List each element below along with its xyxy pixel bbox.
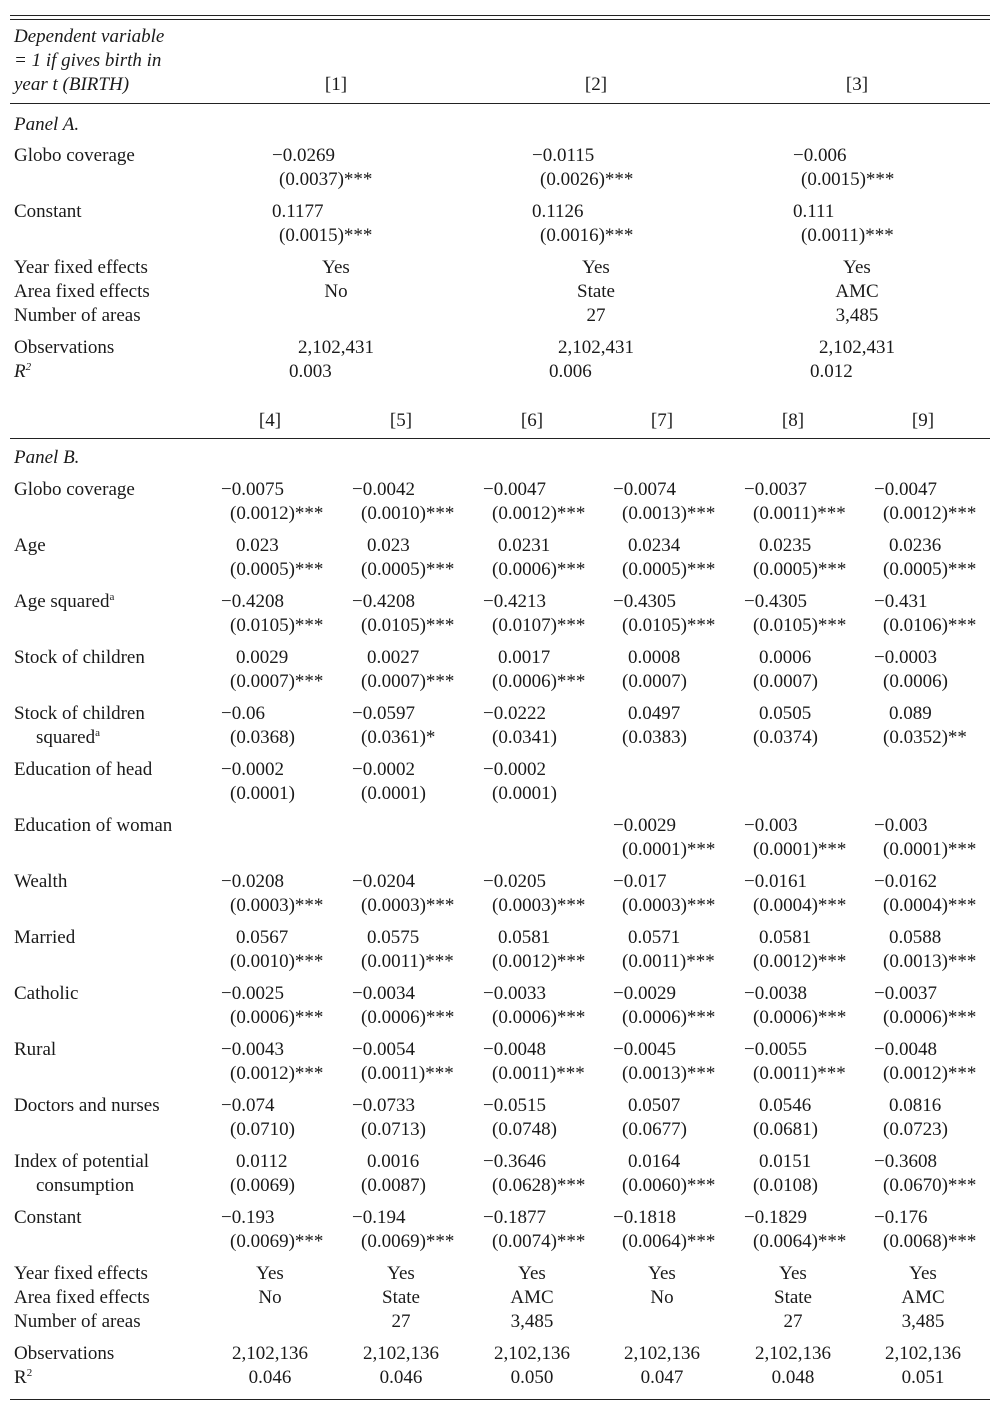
globo-coverage-coef: −0.0075 bbox=[221, 479, 284, 500]
r-squared-label: $R^2$ bbox=[14, 361, 32, 382]
rural-coef: −0.0048 bbox=[483, 1039, 546, 1060]
stock-of-children-se: (0.0368) bbox=[230, 727, 295, 748]
observations-value: 2,102,136 bbox=[755, 1343, 831, 1364]
age-squared-se: (0.0105)*** bbox=[230, 615, 324, 636]
education-of-woman-coef: −0.003 bbox=[744, 815, 798, 836]
globo-coverage-coef: −0.0115 bbox=[532, 145, 595, 166]
panel-a-title: Panel A. bbox=[14, 114, 80, 135]
column-header: [5] bbox=[389, 410, 413, 431]
r-squared-value: 0.046 bbox=[248, 1367, 292, 1388]
r-squared-value: 0.051 bbox=[901, 1367, 945, 1388]
area-fixed-effects-value: AMC bbox=[510, 1287, 554, 1308]
married-se: (0.0011)*** bbox=[622, 951, 715, 972]
globo-coverage-se: (0.0026)*** bbox=[540, 169, 634, 190]
observations-label: Observations bbox=[14, 337, 115, 358]
age-label: Age bbox=[14, 535, 46, 556]
married-coef: 0.0581 bbox=[759, 927, 812, 948]
constant-se: (0.0015)*** bbox=[279, 225, 373, 246]
number-of-areas-value: 27 bbox=[783, 1311, 803, 1332]
area-fixed-effects-value: AMC bbox=[901, 1287, 945, 1308]
stock-of-children-coef: 0.0006 bbox=[759, 647, 812, 668]
education-of-woman-coef: −0.003 bbox=[874, 815, 928, 836]
wealth-label: Wealth bbox=[14, 871, 68, 892]
dependent-variable-label: = 1 if gives birth in bbox=[14, 50, 162, 71]
catholic-se: (0.0006)*** bbox=[230, 1007, 324, 1028]
observations-value: 2,102,136 bbox=[363, 1343, 439, 1364]
doctors-and-nurses-coef: −0.074 bbox=[221, 1095, 275, 1116]
index-of-potential-coef: −0.3608 bbox=[874, 1151, 937, 1172]
header-rule-b bbox=[10, 438, 990, 439]
age-squared-coef: −0.4305 bbox=[744, 591, 807, 612]
married-label: Married bbox=[14, 927, 76, 948]
globo-coverage-se: (0.0013)*** bbox=[622, 503, 716, 524]
doctors-and-nurses-se: (0.0710) bbox=[230, 1119, 295, 1140]
year-fixed-effects-value: Yes bbox=[256, 1263, 284, 1284]
year-fixed-effects-value: Yes bbox=[909, 1263, 937, 1284]
area-fixed-effects-value: AMC bbox=[835, 281, 879, 302]
stock-of-children-se: (0.0341) bbox=[492, 727, 557, 748]
rural-se: (0.0012)*** bbox=[883, 1063, 977, 1084]
stock-of-children-coef: 0.0017 bbox=[498, 647, 551, 668]
globo-coverage-coef: −0.0047 bbox=[483, 479, 546, 500]
age-se: (0.0005)*** bbox=[361, 559, 455, 580]
index-of-potential-se: (0.0069) bbox=[230, 1175, 295, 1196]
age-coef: 0.0231 bbox=[498, 535, 551, 556]
doctors-and-nurses-coef: −0.0515 bbox=[483, 1095, 546, 1116]
rural-se: (0.0012)*** bbox=[230, 1063, 324, 1084]
education-of-head-coef: −0.0002 bbox=[352, 759, 415, 780]
constant-coef: −0.1829 bbox=[744, 1207, 807, 1228]
stock-of-children-se: (0.0006)*** bbox=[492, 671, 586, 692]
age-squared-label: Age squared$^a$ bbox=[14, 591, 115, 612]
stock-of-children-coef: 0.0497 bbox=[628, 703, 681, 724]
doctors-and-nurses-se: (0.0723) bbox=[883, 1119, 948, 1140]
globo-coverage-label: Globo coverage bbox=[14, 479, 135, 500]
constant-coef: −0.176 bbox=[874, 1207, 928, 1228]
stock-of-children-label: Stock of children bbox=[14, 703, 145, 724]
age-coef: 0.023 bbox=[236, 535, 279, 556]
year-fixed-effects-label: Year fixed effects bbox=[14, 1263, 148, 1284]
area-fixed-effects-value: No bbox=[324, 281, 348, 302]
constant-label: Constant bbox=[14, 1207, 82, 1228]
wealth-coef: −0.0208 bbox=[221, 871, 284, 892]
observations-value: 2,102,431 bbox=[298, 337, 374, 358]
panel-b-title: Panel B. bbox=[14, 447, 80, 468]
number-of-areas-value: 27 bbox=[586, 305, 606, 326]
globo-coverage-se: (0.0015)*** bbox=[801, 169, 895, 190]
constant-se: (0.0068)*** bbox=[883, 1231, 977, 1252]
age-coef: 0.0234 bbox=[628, 535, 681, 556]
number-of-areas-value: 3,485 bbox=[835, 305, 879, 326]
constant-se: (0.0011)*** bbox=[801, 225, 894, 246]
constant-coef: −0.1877 bbox=[483, 1207, 546, 1228]
column-header: [4] bbox=[258, 410, 282, 431]
age-se: (0.0005)*** bbox=[622, 559, 716, 580]
year-fixed-effects-value: Yes bbox=[322, 257, 350, 278]
married-coef: 0.0567 bbox=[236, 927, 289, 948]
index-of-potential-coef: −0.3646 bbox=[483, 1151, 546, 1172]
observations-value: 2,102,136 bbox=[232, 1343, 308, 1364]
wealth-coef: −0.017 bbox=[613, 871, 667, 892]
rural-coef: −0.0045 bbox=[613, 1039, 676, 1060]
number-of-areas-label: Number of areas bbox=[14, 305, 141, 326]
age-coef: 0.0236 bbox=[889, 535, 942, 556]
wealth-se: (0.0003)*** bbox=[230, 895, 324, 916]
catholic-coef: −0.0029 bbox=[613, 983, 676, 1004]
r-squared-value: 0.046 bbox=[379, 1367, 423, 1388]
stock-of-children-se: (0.0007) bbox=[622, 671, 687, 692]
stock-of-children-coef: 0.0505 bbox=[759, 703, 812, 724]
education-of-head-se: (0.0001) bbox=[492, 783, 557, 804]
age-squared-coef: −0.4305 bbox=[613, 591, 676, 612]
year-fixed-effects-value: Yes bbox=[387, 1263, 415, 1284]
r-squared-value: 0.048 bbox=[771, 1367, 815, 1388]
age-se: (0.0005)*** bbox=[753, 559, 847, 580]
rural-se: (0.0011)*** bbox=[753, 1063, 846, 1084]
observations-value: 2,102,431 bbox=[819, 337, 895, 358]
constant-se: (0.0074)*** bbox=[492, 1231, 586, 1252]
catholic-coef: −0.0034 bbox=[352, 983, 415, 1004]
age-squared-coef: −0.4208 bbox=[352, 591, 415, 612]
stock-of-children-label: Stock of children bbox=[14, 647, 145, 668]
constant-coef: −0.194 bbox=[352, 1207, 406, 1228]
rural-coef: −0.0054 bbox=[352, 1039, 415, 1060]
age-squared-se: (0.0105)*** bbox=[753, 615, 847, 636]
globo-coverage-coef: −0.006 bbox=[793, 145, 847, 166]
constant-coef: −0.193 bbox=[221, 1207, 275, 1228]
globo-coverage-coef: −0.0269 bbox=[272, 145, 335, 166]
education-of-woman-se: (0.0001)*** bbox=[753, 839, 847, 860]
constant-coef: 0.111 bbox=[793, 201, 835, 222]
index-of-potential-se: (0.0087) bbox=[361, 1175, 426, 1196]
observations-value: 2,102,136 bbox=[885, 1343, 961, 1364]
r-squared-label: $R^2$ bbox=[14, 1367, 33, 1388]
number-of-areas-label: Number of areas bbox=[14, 1311, 141, 1332]
r-squared-value: 0.050 bbox=[510, 1367, 554, 1388]
wealth-se: (0.0003)*** bbox=[361, 895, 455, 916]
married-se: (0.0012)*** bbox=[492, 951, 586, 972]
stock-of-children-coef: −0.0597 bbox=[352, 703, 415, 724]
area-fixed-effects-value: No bbox=[650, 1287, 674, 1308]
index-of-potential-label: Index of potential bbox=[14, 1151, 150, 1172]
year-fixed-effects-value: Yes bbox=[779, 1263, 807, 1284]
married-se: (0.0012)*** bbox=[753, 951, 847, 972]
wealth-coef: −0.0161 bbox=[744, 871, 807, 892]
globo-coverage-se: (0.0012)*** bbox=[883, 503, 977, 524]
catholic-se: (0.0006)*** bbox=[753, 1007, 847, 1028]
area-fixed-effects-label: Area fixed effects bbox=[14, 281, 150, 302]
education-of-woman-se: (0.0001)*** bbox=[883, 839, 977, 860]
married-coef: 0.0588 bbox=[889, 927, 942, 948]
age-se: (0.0006)*** bbox=[492, 559, 586, 580]
catholic-se: (0.0006)*** bbox=[361, 1007, 455, 1028]
stock-of-children-coef: 0.089 bbox=[889, 703, 932, 724]
column-header: [2] bbox=[584, 74, 608, 95]
constant-coef: 0.1177 bbox=[272, 201, 324, 222]
age-squared-se: (0.0106)*** bbox=[883, 615, 977, 636]
observations-label: Observations bbox=[14, 1343, 115, 1364]
rural-coef: −0.0055 bbox=[744, 1039, 807, 1060]
index-of-potential-se: (0.0628)*** bbox=[492, 1175, 586, 1196]
education-of-head-coef: −0.0002 bbox=[221, 759, 284, 780]
year-fixed-effects-value: Yes bbox=[843, 257, 871, 278]
column-header: [3] bbox=[845, 74, 869, 95]
married-coef: 0.0575 bbox=[367, 927, 420, 948]
age-squared-coef: −0.4213 bbox=[483, 591, 546, 612]
constant-se: (0.0016)*** bbox=[540, 225, 634, 246]
globo-coverage-coef: −0.0074 bbox=[613, 479, 676, 500]
constant-coef: 0.1126 bbox=[532, 201, 584, 222]
rural-se: (0.0011)*** bbox=[361, 1063, 454, 1084]
area-fixed-effects-value: No bbox=[258, 1287, 282, 1308]
age-coef: 0.023 bbox=[367, 535, 410, 556]
stock-of-children-coef: 0.0008 bbox=[628, 647, 681, 668]
stock-of-children-se: (0.0007) bbox=[753, 671, 818, 692]
married-coef: 0.0581 bbox=[498, 927, 551, 948]
stock-of-children-se: (0.0007)*** bbox=[230, 671, 324, 692]
r-squared-value: 0.047 bbox=[640, 1367, 684, 1388]
year-fixed-effects-value: Yes bbox=[518, 1263, 546, 1284]
constant-se: (0.0069)*** bbox=[361, 1231, 455, 1252]
wealth-se: (0.0003)*** bbox=[622, 895, 716, 916]
doctors-and-nurses-coef: 0.0546 bbox=[759, 1095, 812, 1116]
education-of-woman-se: (0.0001)*** bbox=[622, 839, 716, 860]
stock-of-children-se: (0.0361)* bbox=[361, 727, 436, 748]
rural-se: (0.0011)*** bbox=[492, 1063, 585, 1084]
catholic-label: Catholic bbox=[14, 983, 79, 1004]
area-fixed-effects-value: State bbox=[382, 1287, 420, 1308]
doctors-and-nurses-se: (0.0748) bbox=[492, 1119, 557, 1140]
observations-value: 2,102,136 bbox=[624, 1343, 700, 1364]
index-of-potential-se: (0.0060)*** bbox=[622, 1175, 716, 1196]
index-of-potential-se: (0.0670)*** bbox=[883, 1175, 977, 1196]
stock-of-children-se: (0.0383) bbox=[622, 727, 687, 748]
stock-of-children-coef: −0.0003 bbox=[874, 647, 937, 668]
wealth-se: (0.0003)*** bbox=[492, 895, 586, 916]
married-se: (0.0010)*** bbox=[230, 951, 324, 972]
column-header: [7] bbox=[650, 410, 674, 431]
catholic-se: (0.0006)*** bbox=[492, 1007, 586, 1028]
married-se: (0.0011)*** bbox=[361, 951, 454, 972]
index-of-potential-coef: 0.0151 bbox=[759, 1151, 812, 1172]
wealth-coef: −0.0162 bbox=[874, 871, 937, 892]
globo-coverage-coef: −0.0047 bbox=[874, 479, 937, 500]
catholic-se: (0.0006)*** bbox=[622, 1007, 716, 1028]
wealth-coef: −0.0205 bbox=[483, 871, 546, 892]
doctors-and-nurses-label: Doctors and nurses bbox=[14, 1095, 160, 1116]
rural-coef: −0.0043 bbox=[221, 1039, 284, 1060]
globo-coverage-se: (0.0011)*** bbox=[753, 503, 846, 524]
stock-of-children-label: squared$^a$ bbox=[36, 727, 100, 748]
age-coef: 0.0235 bbox=[759, 535, 812, 556]
stock-of-children-se: (0.0007)*** bbox=[361, 671, 455, 692]
index-of-potential-label: consumption bbox=[36, 1175, 135, 1196]
doctors-and-nurses-coef: −0.0733 bbox=[352, 1095, 415, 1116]
married-coef: 0.0571 bbox=[628, 927, 681, 948]
globo-coverage-se: (0.0012)*** bbox=[230, 503, 324, 524]
age-squared-coef: −0.431 bbox=[874, 591, 928, 612]
constant-label: Constant bbox=[14, 201, 82, 222]
education-of-head-se: (0.0001) bbox=[361, 783, 426, 804]
index-of-potential-se: (0.0108) bbox=[753, 1175, 818, 1196]
education-of-head-se: (0.0001) bbox=[230, 783, 295, 804]
doctors-and-nurses-coef: 0.0816 bbox=[889, 1095, 942, 1116]
r-squared-value: 0.012 bbox=[810, 361, 853, 382]
globo-coverage-label: Globo coverage bbox=[14, 145, 135, 166]
bottom-rule bbox=[10, 1399, 990, 1400]
index-of-potential-coef: 0.0016 bbox=[367, 1151, 420, 1172]
stock-of-children-coef: −0.0222 bbox=[483, 703, 546, 724]
stock-of-children-se: (0.0374) bbox=[753, 727, 818, 748]
education-of-head-coef: −0.0002 bbox=[483, 759, 546, 780]
observations-value: 2,102,136 bbox=[494, 1343, 570, 1364]
area-fixed-effects-value: State bbox=[774, 1287, 812, 1308]
column-header: [6] bbox=[520, 410, 544, 431]
globo-coverage-se: (0.0012)*** bbox=[492, 503, 586, 524]
catholic-se: (0.0006)*** bbox=[883, 1007, 977, 1028]
education-of-head-label: Education of head bbox=[14, 759, 153, 780]
catholic-coef: −0.0033 bbox=[483, 983, 546, 1004]
age-squared-se: (0.0107)*** bbox=[492, 615, 586, 636]
age-squared-se: (0.0105)*** bbox=[361, 615, 455, 636]
column-header: [9] bbox=[911, 410, 935, 431]
globo-coverage-coef: −0.0042 bbox=[352, 479, 415, 500]
wealth-se: (0.0004)*** bbox=[883, 895, 977, 916]
constant-se: (0.0069)*** bbox=[230, 1231, 324, 1252]
stock-of-children-coef: 0.0029 bbox=[236, 647, 289, 668]
year-fixed-effects-value: Yes bbox=[648, 1263, 676, 1284]
stock-of-children-se: (0.0352)** bbox=[883, 727, 967, 748]
column-header: [1] bbox=[324, 74, 348, 95]
age-squared-se: (0.0105)*** bbox=[622, 615, 716, 636]
doctors-and-nurses-se: (0.0713) bbox=[361, 1119, 426, 1140]
observations-value: 2,102,431 bbox=[558, 337, 634, 358]
r-squared-value: 0.006 bbox=[549, 361, 592, 382]
column-header: [8] bbox=[781, 410, 805, 431]
globo-coverage-coef: −0.0037 bbox=[744, 479, 807, 500]
globo-coverage-se: (0.0010)*** bbox=[361, 503, 455, 524]
rural-coef: −0.0048 bbox=[874, 1039, 937, 1060]
catholic-coef: −0.0037 bbox=[874, 983, 937, 1004]
doctors-and-nurses-coef: 0.0507 bbox=[628, 1095, 681, 1116]
rural-label: Rural bbox=[14, 1039, 57, 1060]
header-rule-a bbox=[10, 103, 990, 104]
index-of-potential-coef: 0.0112 bbox=[236, 1151, 288, 1172]
married-se: (0.0013)*** bbox=[883, 951, 977, 972]
education-of-woman-coef: −0.0029 bbox=[613, 815, 676, 836]
education-of-woman-label: Education of woman bbox=[14, 815, 173, 836]
doctors-and-nurses-se: (0.0681) bbox=[753, 1119, 818, 1140]
r-squared-value: 0.003 bbox=[289, 361, 332, 382]
top-rule-2 bbox=[10, 19, 990, 20]
age-se: (0.0005)*** bbox=[883, 559, 977, 580]
wealth-coef: −0.0204 bbox=[352, 871, 415, 892]
age-squared-coef: −0.4208 bbox=[221, 591, 284, 612]
year-fixed-effects-label: Year fixed effects bbox=[14, 257, 148, 278]
number-of-areas-value: 3,485 bbox=[901, 1311, 945, 1332]
stock-of-children-se: (0.0006) bbox=[883, 671, 948, 692]
constant-coef: −0.1818 bbox=[613, 1207, 676, 1228]
wealth-se: (0.0004)*** bbox=[753, 895, 847, 916]
dependent-variable-label: year t (BIRTH) bbox=[14, 74, 130, 95]
number-of-areas-value: 3,485 bbox=[510, 1311, 554, 1332]
year-fixed-effects-value: Yes bbox=[582, 257, 610, 278]
area-fixed-effects-label: Area fixed effects bbox=[14, 1287, 150, 1308]
index-of-potential-coef: 0.0164 bbox=[628, 1151, 681, 1172]
catholic-coef: −0.0038 bbox=[744, 983, 807, 1004]
age-se: (0.0005)*** bbox=[230, 559, 324, 580]
area-fixed-effects-value: State bbox=[577, 281, 615, 302]
stock-of-children-coef: 0.0027 bbox=[367, 647, 420, 668]
doctors-and-nurses-se: (0.0677) bbox=[622, 1119, 687, 1140]
top-rule bbox=[10, 15, 990, 16]
number-of-areas-value: 27 bbox=[391, 1311, 411, 1332]
catholic-coef: −0.0025 bbox=[221, 983, 284, 1004]
stock-of-children-coef: −0.06 bbox=[221, 703, 265, 724]
constant-se: (0.0064)*** bbox=[753, 1231, 847, 1252]
dependent-variable-label: Dependent variable bbox=[14, 26, 165, 47]
constant-se: (0.0064)*** bbox=[622, 1231, 716, 1252]
globo-coverage-se: (0.0037)*** bbox=[279, 169, 373, 190]
rural-se: (0.0013)*** bbox=[622, 1063, 716, 1084]
